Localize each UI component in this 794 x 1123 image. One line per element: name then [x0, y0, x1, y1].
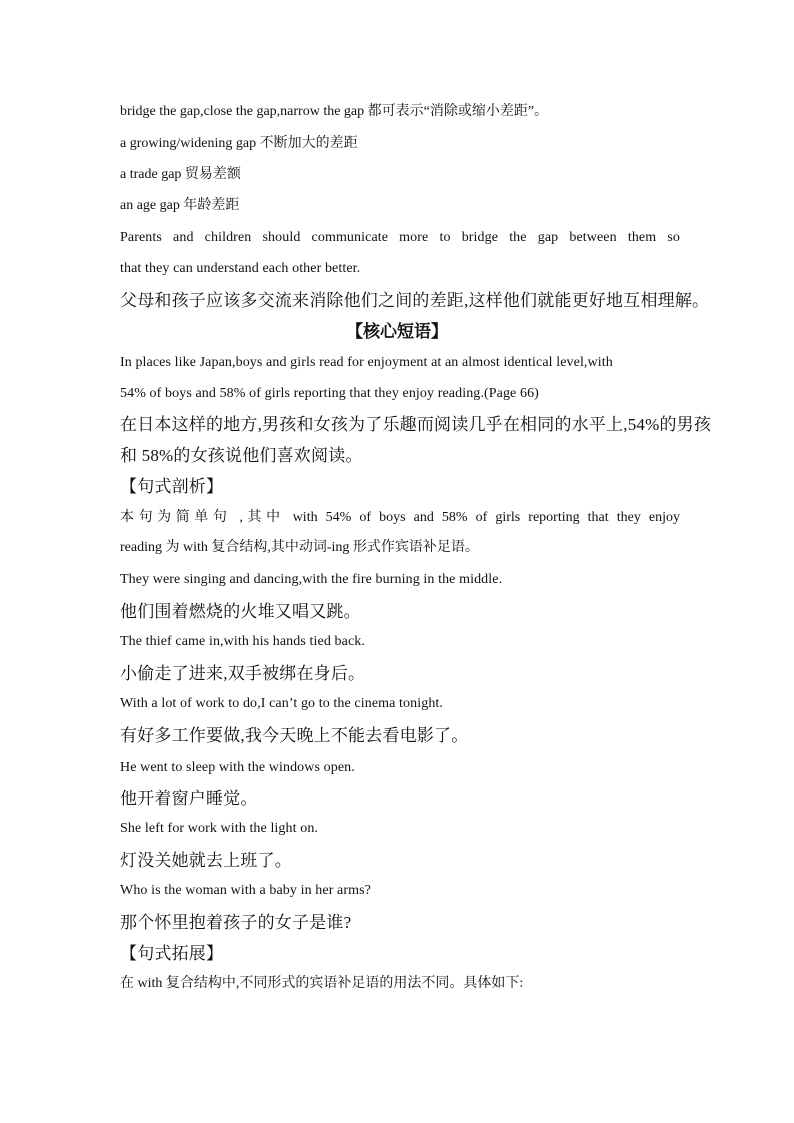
text-line: 54% of boys and 58% of girls reporting that they enjoy reading.(Page 66): [120, 386, 539, 401]
text-line: reading 为 with 复合结构,其中动词-ing 形式作宾语补足语。: [120, 540, 479, 555]
text-line: 那个怀里抱着孩子的女子是谁?: [120, 913, 352, 932]
section-heading: 【核心短语】: [346, 322, 448, 341]
text-line: a trade gap 贸易差额: [120, 167, 241, 182]
text-line: 灯没关她就去上班了。: [120, 851, 292, 870]
text-line: 在 with 复合结构中,不同形式的宾语补足语的用法不同。具体如下:: [120, 976, 524, 991]
text-line: 在日本这样的地方,男孩和女孩为了乐趣而阅读几乎在相同的水平上,54%的男孩: [120, 415, 712, 434]
text-line: 父母和孩子应该多交流来消除他们之间的差距,这样他们就能更好地互相理解。: [120, 291, 710, 310]
text-line: They were singing and dancing,with the fire burning in the middle.: [120, 572, 503, 587]
text-line: bridge the gap,close the gap,narrow the gap 都可表示“消除或缩小差距”。: [120, 104, 549, 119]
text-line: Who is the woman with a baby in her arms?: [120, 883, 371, 898]
text-line: With a lot of work to do,I can’t go to the cinema tonight.: [120, 696, 444, 711]
text-line: an age gap 年龄差距: [120, 198, 240, 213]
text-line: In places like Japan,boys and girls read for enjoyment at an almost identical level,with: [120, 355, 613, 370]
text-line: 他开着窗户睡觉。: [120, 789, 258, 808]
text-line: 小偷走了进来,双手被绑在身后。: [120, 664, 366, 683]
section-heading: 【句式剖析】: [120, 477, 224, 496]
text-line: 他们围着燃烧的火堆又唱又跳。: [120, 602, 361, 621]
text-line: She left for work with the light on.: [120, 821, 319, 836]
text-line: The thief came in,with his hands tied back.: [120, 634, 365, 649]
text-line: 和 58%的女孩说他们喜欢阅读。: [120, 446, 363, 465]
text-line: a growing/widening gap 不断加大的差距: [120, 136, 358, 151]
section-heading: 【句式拓展】: [120, 944, 224, 963]
text-line: Parents and children should communicate more to bridge the gap between them so: [120, 230, 680, 245]
text-line: 本句为简单句 ,其中 with 54% of boys and 58% of girls reporting that they enjoy: [120, 510, 680, 525]
text-line: 有好多工作要做,我今天晚上不能去看电影了。: [120, 726, 469, 745]
text-line: that they can understand each other better.: [120, 261, 361, 276]
text-line: He went to sleep with the windows open.: [120, 760, 355, 775]
